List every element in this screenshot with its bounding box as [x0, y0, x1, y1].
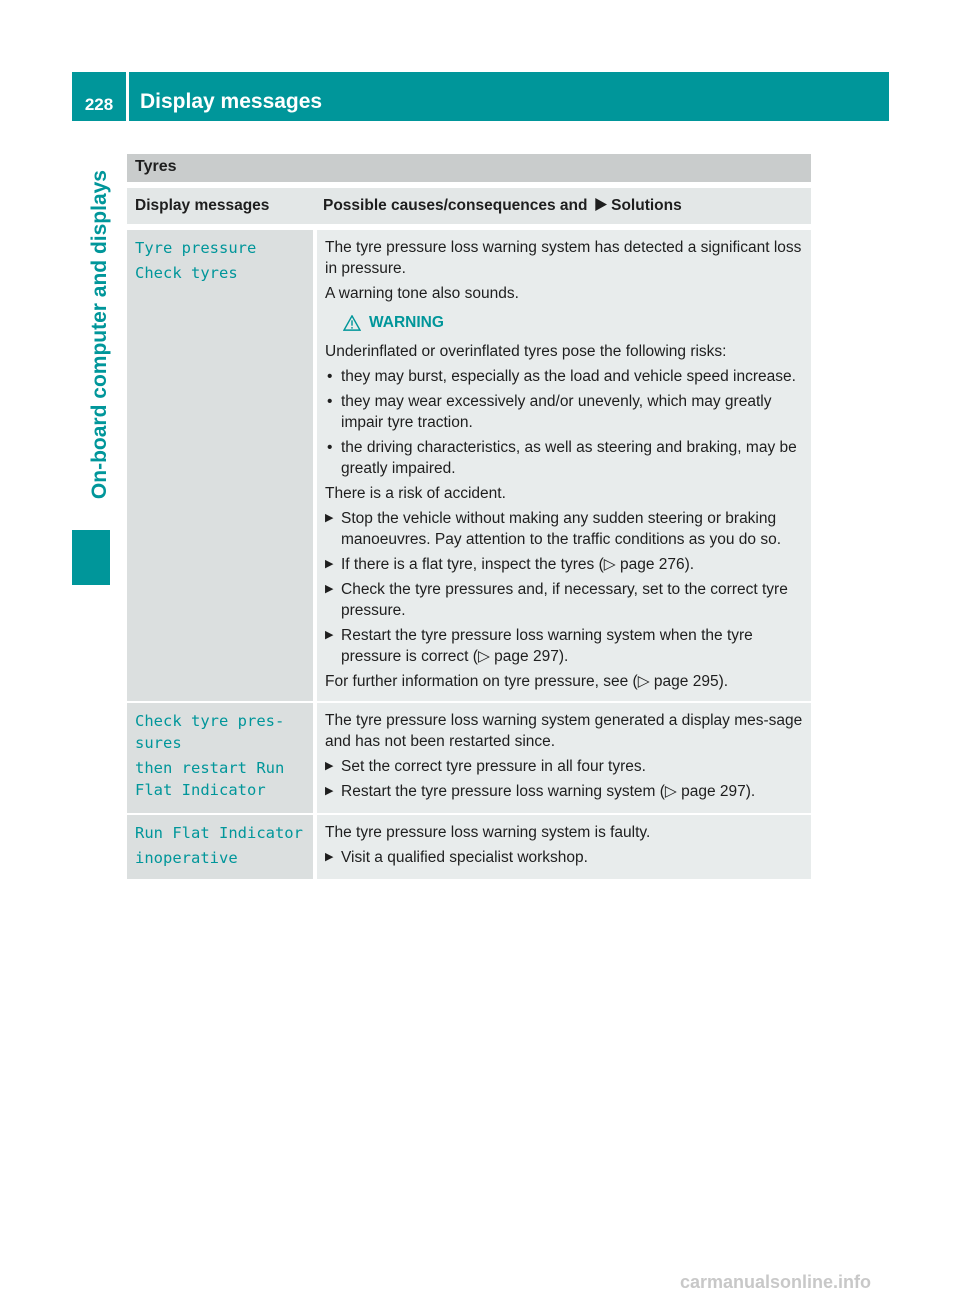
display-code: Flat Indicator	[135, 781, 266, 799]
display-code: Check tyres	[135, 264, 238, 282]
col2-header-solutions: Solutions	[611, 197, 682, 214]
paragraph: The tyre pressure loss warning system generated a display mes-sage and has not been restarted since.	[325, 712, 803, 750]
action-arrow-icon	[594, 198, 607, 211]
message-cell	[127, 227, 315, 702]
display-code: inoperative	[135, 849, 238, 867]
action-step: ▶ If there is a flat tyre, inspect the tyres (▷ page 276).	[325, 554, 803, 575]
action-step: ▶ Restart the tyre pressure loss warning system (▷ page 297).	[325, 781, 803, 802]
display-code: sures	[135, 734, 182, 752]
action-step: ▶ Restart the tyre pressure loss warning system when the tyre pressure is correct (▷ page 297).	[325, 625, 803, 667]
risk-bullet: • they may wear excessively and/or unevenly, which may greatly impair tyre traction.	[325, 391, 803, 433]
side-chapter-block	[72, 530, 110, 585]
header-divider	[126, 72, 129, 121]
table-title: Tyres	[127, 154, 811, 182]
action-step: ▶ Stop the vehicle without making any sudden steering or braking manoeuvres. Pay attention to the traffic conditions as you do so.	[325, 508, 803, 550]
solution-cell	[315, 702, 811, 814]
side-chapter-text: On-board computer and displays	[88, 170, 111, 500]
side-chapter-label	[86, 170, 114, 530]
solution-cell	[315, 227, 811, 702]
table-header-row	[127, 188, 811, 227]
display-messages-table	[127, 188, 811, 879]
warning-heading	[343, 312, 803, 333]
risk-statement: There is a risk of accident.	[325, 485, 506, 502]
display-code: Run Flat Indicator	[135, 824, 303, 842]
warning-triangle-icon	[343, 315, 361, 331]
warning-text: Underinflated or overinflated tyres pose the following risks:	[325, 343, 727, 360]
risk-bullet: • the driving characteristics, as well as steering and braking, may be greatly impaired.	[325, 437, 803, 479]
display-code: Check tyre pres-	[135, 712, 285, 730]
page-number: 228	[84, 95, 114, 114]
table-row	[127, 227, 811, 702]
col2-header	[315, 188, 811, 227]
col2-header-text: Possible causes/consequences and	[323, 197, 588, 214]
footer-watermark: carmanualsonline.info	[680, 1272, 872, 1292]
action-step: ▶ Visit a qualified specialist workshop.	[325, 847, 803, 868]
display-code: then restart Run	[135, 759, 285, 777]
col1-header: Display messages	[127, 188, 315, 227]
risk-bullet: • they may burst, especially as the load and vehicle speed increase.	[325, 366, 803, 387]
warning-label: WARNING	[369, 314, 444, 331]
action-step: ▶ Check the tyre pressures and, if necessary, set to the correct tyre pressure.	[325, 579, 803, 621]
message-cell	[127, 702, 315, 814]
table-row	[127, 814, 811, 879]
further-info: For further information on tyre pressure, see (▷ page 295).	[325, 673, 729, 690]
paragraph: The tyre pressure loss warning system has detected a significant loss in pressure.	[325, 239, 802, 277]
paragraph: The tyre pressure loss warning system is faulty.	[325, 824, 651, 841]
display-code: Tyre pressure	[135, 239, 257, 257]
section-title: Display messages	[140, 90, 323, 113]
table-row	[127, 702, 811, 814]
message-cell	[127, 814, 315, 879]
solution-cell	[315, 814, 811, 879]
action-step: ▶ Set the correct tyre pressure in all four tyres.	[325, 756, 803, 777]
paragraph: A warning tone also sounds.	[325, 285, 519, 302]
